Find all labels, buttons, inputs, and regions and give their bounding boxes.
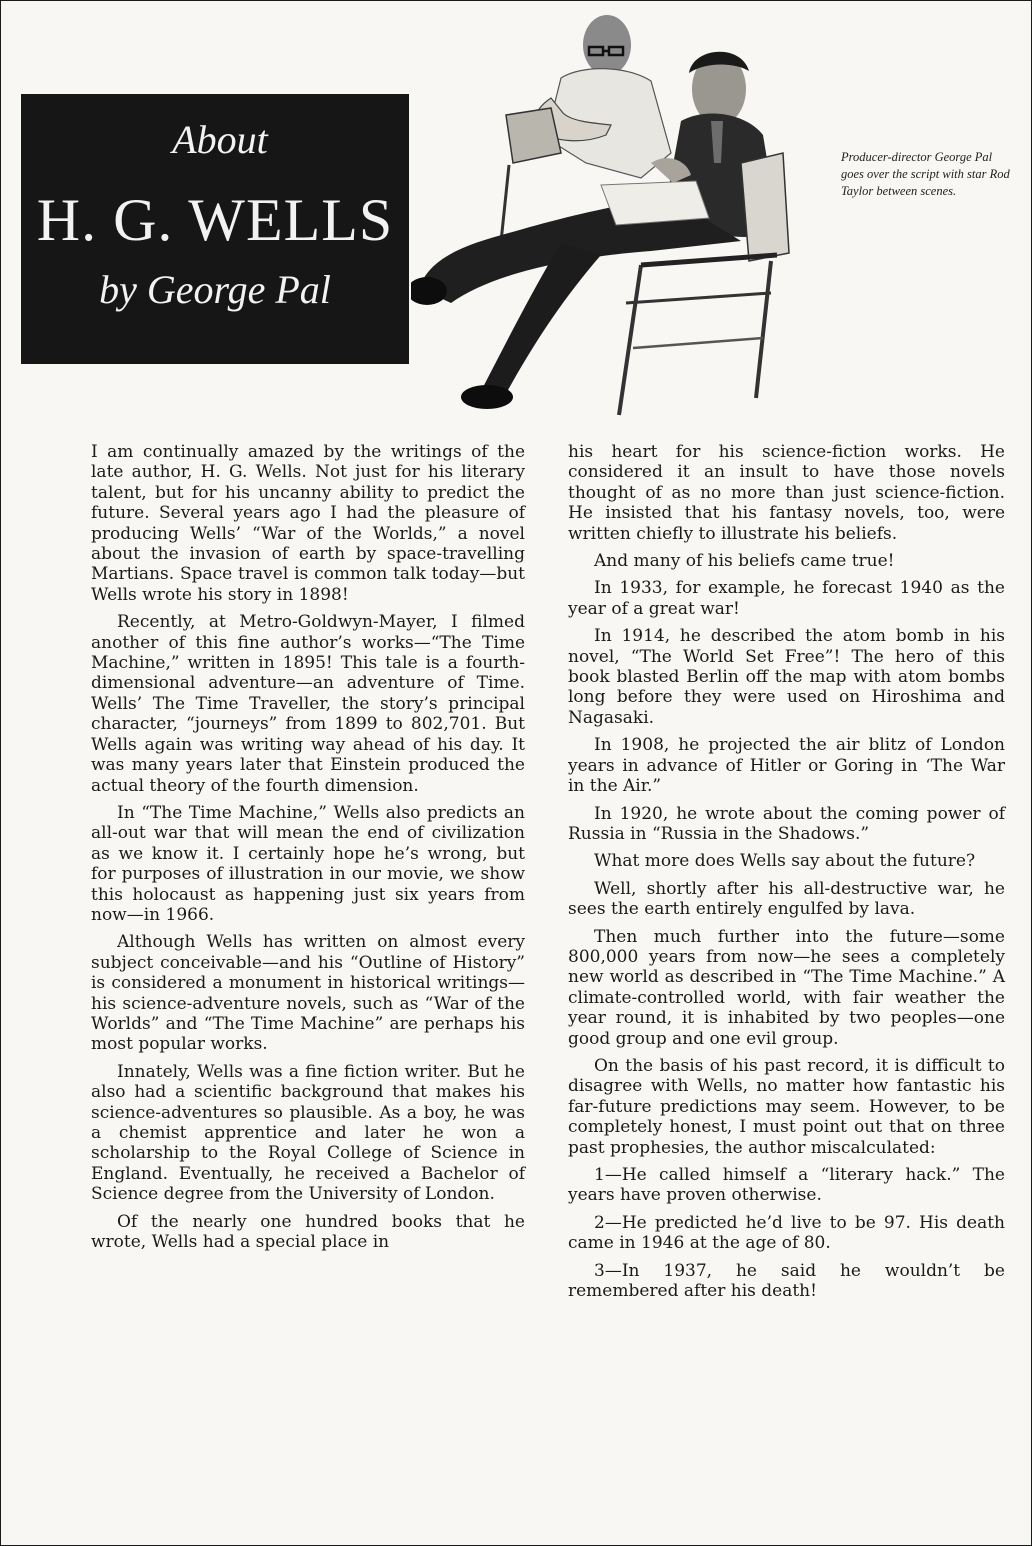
paragraph: And many of his beliefs came true!	[594, 551, 895, 572]
taylor-shoe	[461, 385, 513, 409]
paragraph: I am continually amazed by the writings of the late author, H. G. Wells. Not just for his literary talent, but for his uncanny ability to predict the future. Several years ago I had the pleasure of producing Wells’ “War of the Worlds,” a novel about the invasion of earth by space-travelling Martians. Space travel is common talk today—but Wells wrote his story in 1898!	[91, 442, 525, 605]
paragraph: his heart for his science-fiction works. He considered it an insult to have those novels thought of as no more than just science-fiction. He insisted that his fantasy novels, too, were written chiefly to illustrate his beliefs.	[568, 442, 1005, 544]
photo-pal-and-taylor	[411, 3, 821, 423]
paragraph: Although Wells has written on almost every subject conceivable—and his “Outline of History” is considered a monument in historical writings—his science-adventure novels, such as “War of the Worlds” and “The Time Machine” are perhaps his most popular works.	[91, 932, 525, 1055]
paragraph: In 1914, he described the atom bomb in his novel, “The World Set Free”! The hero of this book blasted Berlin off the map with atom bombs long before they were used on Hiroshima and Nagasaki.	[568, 626, 1005, 728]
photo-caption: Producer-director George Pal goes over the script with star Rod Taylor between scenes.	[841, 150, 1010, 198]
paragraph: In 1920, he wrote about the coming power of Russia in “Russia in the Shadows.”	[568, 803, 1005, 844]
paragraph: Innately, Wells was a fine fiction writer. But he also had a scientific background that makes his science-adventures so plausible. As a boy, he was a chemist apprentice and later he won a scholarship to the Royal College of Science in England. Eventually, he received a Bachelor of Science degree from the University of London.	[91, 1061, 525, 1205]
title-about: About	[172, 117, 268, 162]
title-main: H. G. WELLS	[36, 187, 394, 253]
paragraph: In 1908, he projected the air blitz of London years in advance of Hitler or Goring in ‘The War in the Air.”	[568, 735, 1005, 797]
paragraph: Well, shortly after his all-destructive war, he sees the earth entirely engulfed by lava.	[568, 878, 1005, 920]
paragraph: On the basis of his past record, it is difficult to disagree with Wells, no matter how fantastic his far-future predictions may seem. However, to be completely honest, I must point out that on three past prophesies, the author miscalculated:	[568, 1055, 1005, 1158]
paragraph: Of the nearly one hundred books that he wrote, Wells had a special place in	[91, 1211, 525, 1253]
paragraph: In 1933, for example, he forecast 1940 as the year of a great war!	[568, 578, 1005, 619]
pal-head	[583, 15, 631, 75]
pal-chair	[506, 108, 561, 163]
paragraph: 2—He predicted he’d live to be 97. His death came in 1946 at the age of 80.	[568, 1212, 1005, 1254]
paragraph: 1—He called himself a “literary hack.” The years have proven otherwise.	[568, 1165, 1005, 1206]
paragraph: In “The Time Machine,” Wells also predicts an all-out war that will mean the end of civilization as we know it. I certainly hope he’s wrong, but for purposes of illustration in our movie, we show this holocaust as happening just six years from now—in 1966.	[91, 802, 525, 925]
article-right-column	[568, 442, 1005, 1308]
title-byline: by George Pal	[99, 267, 331, 312]
article-left-column	[91, 442, 525, 1259]
paragraph: Then much further into the future—some 800,000 years from now—he sees a completely new world as described in “The Time Machine.” A climate-controlled world, with fair weather the year round, it is inhabited by two peoples—one good group and one evil group.	[568, 926, 1005, 1049]
paragraph: What more does Wells say about the future?	[594, 851, 976, 872]
taylor-chair	[741, 153, 789, 261]
paragraph: 3—In 1937, he said he wouldn’t be remembered after his death!	[568, 1260, 1005, 1302]
title-block	[21, 94, 409, 364]
paragraph: Recently, at Metro-Goldwyn-Mayer, I filmed another of this fine author’s works—“The Time Machine,” written in 1895! This tale is a fourth-dimensional adventure—an adventure of Time. Wells’ The Time Traveller, the story’s principal character, “journeys” from 1899 to 802,701. But Wells again was writing way ahead of his day. It was many years later that Einstein produced the actual theory of the fourth dimension.	[91, 612, 525, 796]
script-pages	[601, 181, 709, 225]
